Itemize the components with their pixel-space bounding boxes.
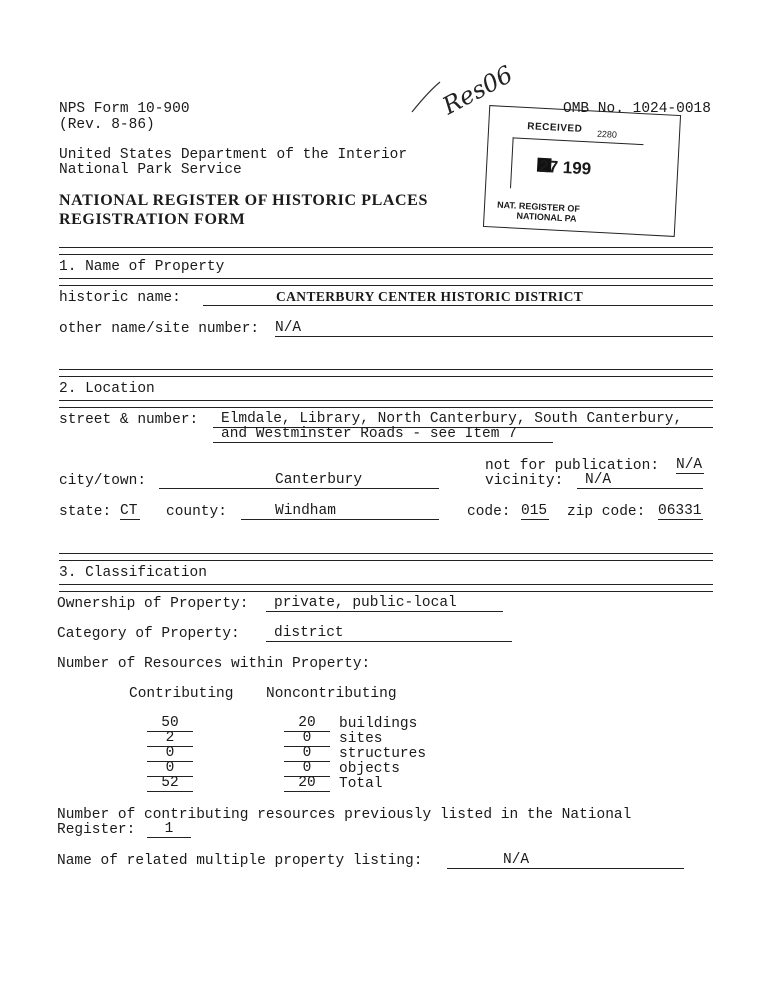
ownership-field [266,595,503,612]
not-for-publication-value: N/A [676,457,703,473]
state-field [120,503,140,520]
noncontributing-count: 0 [284,745,330,762]
other-name-field [275,320,713,337]
contributing-count: 52 [147,775,193,792]
previously-listed-field [147,821,191,838]
multiple-listing-value: N/A [503,852,530,868]
section2-heading: 2. Location [59,381,155,397]
county-label: county: [166,504,227,520]
section-divider [59,369,713,377]
previously-listed-label: Register: [57,822,136,838]
stamp-agency-line2: NATIONAL PA [516,210,577,224]
historic-name-label: historic name: [59,290,181,306]
resources-label: Number of Resources within Property: [57,656,371,672]
previously-listed-text: Number of contributing resources previously listed in the National [57,807,632,823]
vicinity-label: vicinity: [485,473,564,489]
noncontributing-count: 0 [284,730,330,747]
other-name-label: other name/site number: [59,321,260,337]
multiple-listing-label: Name of related multiple property listing: [57,853,423,869]
noncontributing-count: 20 [284,775,330,792]
resource-type: sites [339,731,383,747]
contributing-count: 2 [147,730,193,747]
form-title-line2: REGISTRATION FORM [59,211,246,228]
stamp-agency-line1: NAT. REGISTER OF [496,199,581,214]
code-value: 015 [521,503,548,519]
other-name-value: N/A [275,320,302,336]
previously-listed-value: 1 [164,821,174,837]
section-divider [59,553,713,561]
multiple-listing-field [447,852,684,869]
zip-value: 06331 [658,503,702,519]
service-name: National Park Service [59,162,242,178]
zip-field [658,503,703,520]
resource-type: structures [339,746,427,762]
category-value: district [274,625,344,641]
contributing-count: 50 [147,715,193,732]
street-field-line2 [213,426,553,443]
contributing-count: 0 [147,760,193,777]
omb-number: OMB No. 1024-0018 [563,101,711,117]
form-title-line1: NATIONAL REGISTER OF HISTORIC PLACES [59,192,428,209]
historic-name-field [203,289,713,306]
street-value-line1: Elmdale, Library, North Canterbury, South Canterbury, [221,411,683,427]
stamp-agency [496,200,580,224]
received-stamp [483,105,681,237]
historic-name-value: CANTERBURY CENTER HISTORIC DISTRICT [276,289,584,304]
contributing-column-header: Contributing [129,686,234,702]
section-divider [59,400,713,408]
handwritten-note-text: Res06 [437,60,518,121]
county-value: Windham [275,503,336,519]
city-field [159,472,439,489]
code-label: code: [467,504,511,520]
county-field [241,503,439,520]
vicinity-field [577,472,703,489]
department-name: United States Department of the Interior [59,147,408,163]
noncontributing-count: 20 [284,715,330,732]
category-field [266,625,512,642]
form-revision: (Rev. 8-86) [59,117,155,133]
section-divider [59,278,713,286]
contributing-count: 0 [147,745,193,762]
ownership-value: private, public-local [274,595,457,611]
stamp-code: 2280 [596,128,618,140]
section1-heading: 1. Name of Property [59,259,225,275]
section-divider [59,584,713,592]
zip-label: zip code: [567,504,646,520]
vicinity-value: N/A [585,472,612,488]
code-field [521,503,549,520]
stamp-date: 27 199 [538,156,592,179]
ownership-label: Ownership of Property: [57,596,249,612]
resource-type: objects [339,761,400,777]
state-label: state: [59,504,112,520]
state-value: CT [120,503,138,519]
street-value-line2: and Westminster Roads - see Item 7 [221,426,517,442]
not-for-publication-label: not for publication: [485,458,660,474]
resource-type: buildings [339,716,418,732]
form-number: NPS Form 10-900 [59,101,190,117]
street-label: street & number: [59,412,199,428]
noncontributing-count: 0 [284,760,330,777]
section3-heading: 3. Classification [59,565,207,581]
noncontributing-column-header: Noncontributing [266,686,397,702]
category-label: Category of Property: [57,626,240,642]
city-value: Canterbury [275,472,363,488]
section-divider [59,247,713,255]
stamp-received-label: RECEIVED [526,121,583,135]
city-label: city/town: [59,473,147,489]
resource-type: Total [339,776,383,792]
